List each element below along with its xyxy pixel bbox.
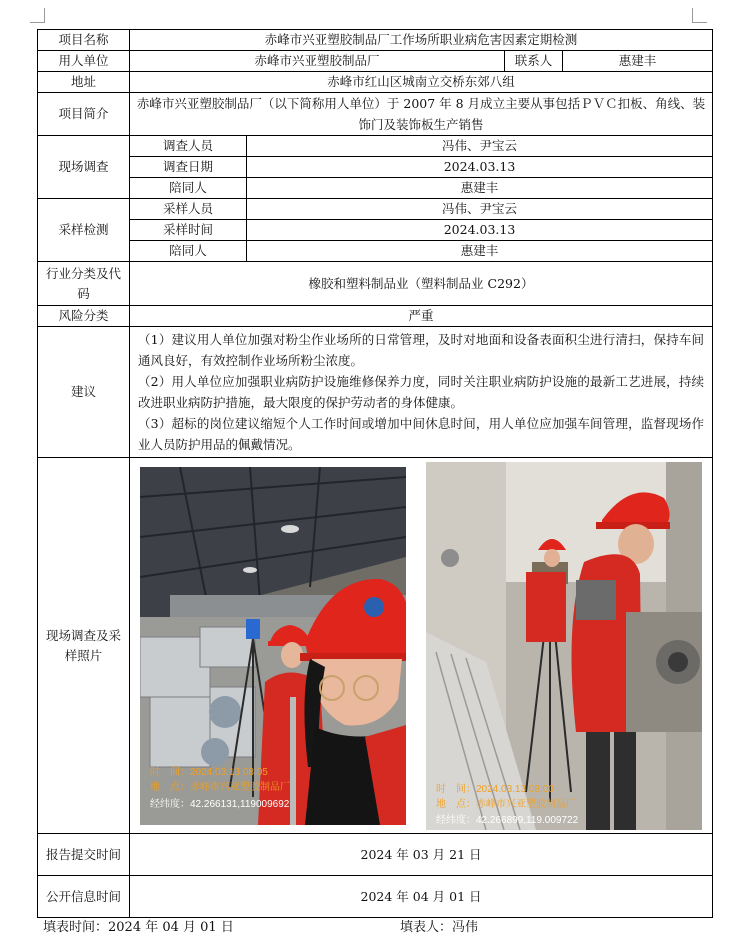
intro-label: 项目简介: [38, 93, 130, 136]
project-name-label: 项目名称: [38, 30, 130, 51]
sampling-staff: 冯伟、尹宝云: [247, 199, 713, 220]
advice-content: [130, 327, 713, 458]
sampling-escort: 惠建丰: [247, 241, 713, 262]
crop-mark-top-right: [692, 8, 707, 23]
contact-name: 惠建丰: [563, 51, 713, 72]
publish-date: 2024 年 04 月 01 日: [130, 876, 713, 918]
photo1-place: 地 点：赤峰市兴亚塑胶制品厂: [150, 781, 290, 793]
info-table: [37, 29, 713, 918]
fill-time: 填表时间：2024 年 04 月 01 日: [43, 920, 234, 935]
report-time-label: 报告提交时间: [38, 834, 130, 876]
risk-value: 严重: [130, 306, 713, 327]
photo2-coords: 经纬度：42.266899,119.009722: [436, 814, 579, 826]
photos-cell: [130, 458, 713, 834]
survey-escort: 惠建丰: [247, 178, 713, 199]
survey-escort-label: 陪同人: [130, 178, 247, 199]
industry-value: 橡胶和塑料制品业（塑料制品业 C292）: [130, 262, 713, 306]
photo2-time: 时 间：2024.03.13 08:00: [436, 783, 554, 795]
survey-date: 2024.03.13: [247, 157, 713, 178]
advice-item-3: （3）超标的岗位建议缩短个人工作时间或增加中间休息时间，用人单位应加强车间管理，监督现场作业人员防护用品的佩戴情况。: [138, 416, 705, 452]
address-value: 赤峰市红山区城南立交桥东郊八组: [130, 72, 713, 93]
sampling-escort-label: 陪同人: [130, 241, 247, 262]
sampling-time-label: 采样时间: [130, 220, 247, 241]
survey-date-label: 调查日期: [130, 157, 247, 178]
employer-label: 用人单位: [38, 51, 130, 72]
risk-label: 风险分类: [38, 306, 130, 327]
contact-label: 联系人: [505, 51, 563, 72]
photo1-coords: 经纬度：42.266131,119009692: [150, 798, 290, 810]
survey-staff: 冯伟、尹宝云: [247, 136, 713, 157]
industry-label: 行业分类及代码: [38, 262, 130, 306]
survey-staff-label: 调查人员: [130, 136, 247, 157]
photos-label: 现场调查及采样照片: [38, 458, 130, 834]
publish-time-label: 公开信息时间: [38, 876, 130, 918]
filler-name: 填表人：冯伟: [400, 920, 479, 935]
survey-label: 现场调查: [38, 136, 130, 199]
site-photo-1: [140, 467, 406, 825]
employer-name: 赤峰市兴亚塑胶制品厂: [130, 51, 505, 72]
sampling-time: 2024.03.13: [247, 220, 713, 241]
crop-mark-top-left: [30, 8, 45, 23]
site-photo-2: [426, 462, 702, 830]
project-name: 赤峰市兴亚塑胶制品厂工作场所职业病危害因素定期检测: [130, 30, 713, 51]
sampling-staff-label: 采样人员: [130, 199, 247, 220]
advice-label: 建议: [38, 327, 130, 458]
photo1-time: 时 间：2024.03.13 08:05: [150, 766, 268, 778]
advice-item-2: （2）用人单位应加强职业病防护设施维修保养力度，同时关注职业病防护设施的最新工艺进展，持续改进职业病防护措施，最大限度的保护劳动者的身体健康。: [138, 374, 705, 410]
advice-item-1: （1）建议用人单位加强对粉尘作业场所的日常管理，及时对地面和设备表面积尘进行清扫，保持车间通风良好，有效控制作业场所粉尘浓度。: [138, 332, 705, 368]
photo2-place: 地 点：赤峰市兴亚塑胶制品厂: [436, 798, 576, 810]
sampling-label: 采样检测: [38, 199, 130, 262]
project-intro: 赤峰市兴亚塑胶制品厂（以下简称用人单位）于 2007 年 8 月成立主要从事包括ＰＶＣ扣板、角线、装饰门及装饰板生产销售: [130, 93, 713, 136]
address-label: 地址: [38, 72, 130, 93]
report-date: 2024 年 03 月 21 日: [130, 834, 713, 876]
